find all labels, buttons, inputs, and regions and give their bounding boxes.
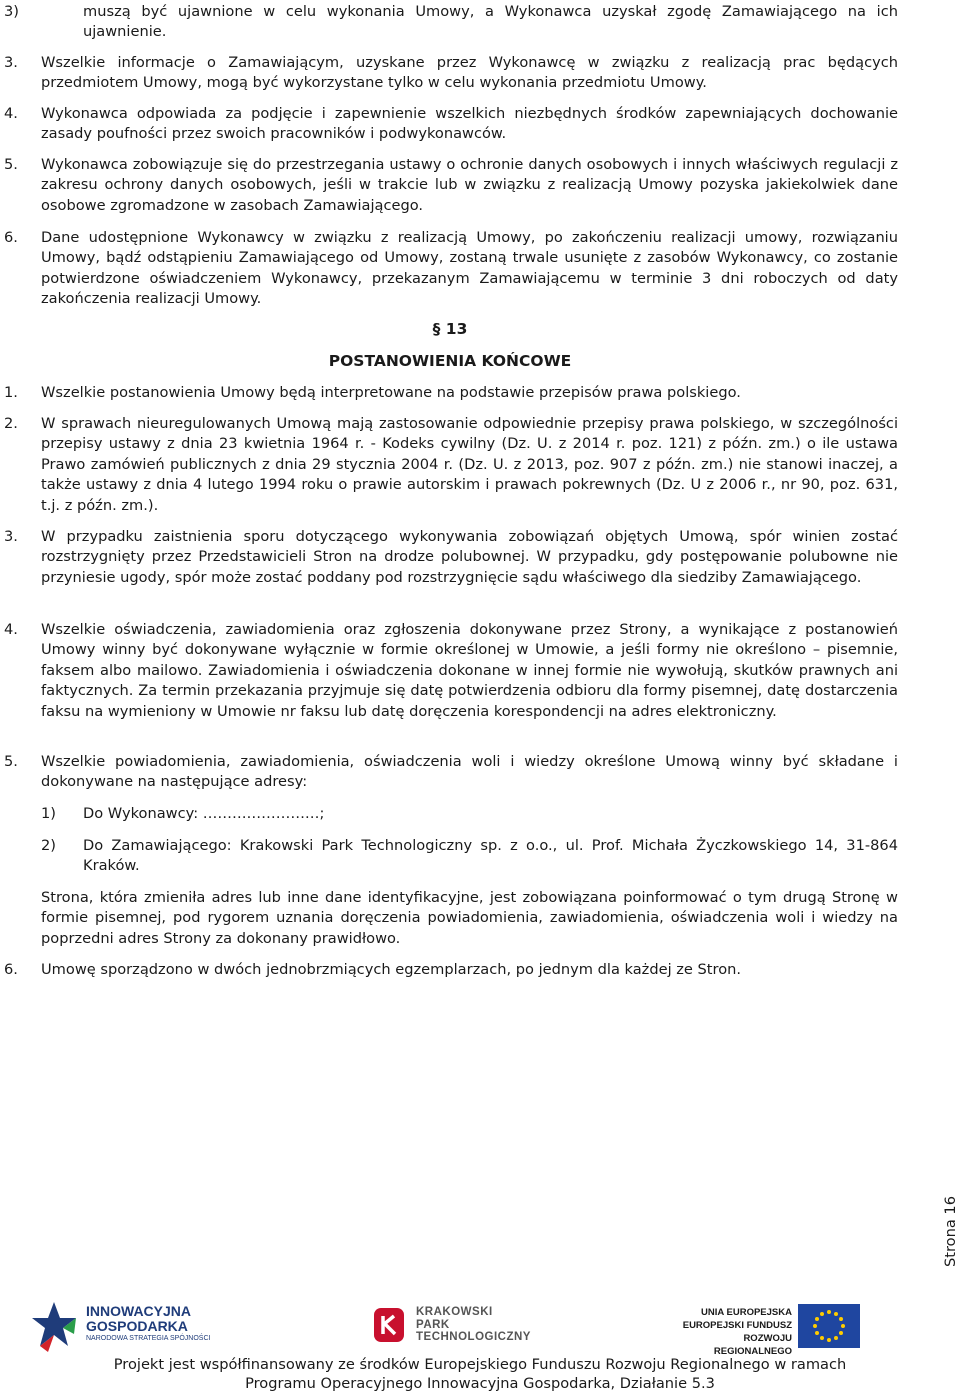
eu-flag-icon	[798, 1304, 860, 1348]
item-number: 2)	[41, 837, 56, 854]
ig-line1: INNOWACYJNA	[86, 1303, 192, 1319]
item-text: Dane udostępnione Wykonawcy w związku z realizacją Umowy, po zakończeniu realizacji umowy, rozwiązaniu Umowy, bądź odstąpieniu Zamawiającego od Umowy, zostaną trwale usunięte z zasobów Wykonawcy, co zostanie potwierdzone oświadczeniem Wykonawcy, przekazanym Zamawiającemu w terminie 3 dni roboczych od daty zakończenia realizacji Umowy.	[41, 229, 898, 308]
list-item	[4, 620, 898, 722]
item-text: Do Zamawiającego: Krakowski Park Technologiczny sp. z o.o., ul. Prof. Michała Życzkowskiego 14, 31-864 Kraków.	[83, 837, 898, 875]
item-number: 4.	[4, 621, 18, 638]
address-note	[4, 888, 898, 949]
item-number: 3.	[4, 528, 18, 545]
item-number: 5.	[4, 156, 18, 173]
kpt-k-icon	[372, 1306, 406, 1344]
footer-line2: Programu Operacyjnego Innowacyjna Gospodarka, Działanie 5.3	[245, 1375, 715, 1392]
list-item	[4, 228, 898, 310]
list-item	[4, 155, 898, 216]
footer-funding-text	[0, 1355, 960, 1393]
item-text: Umowę sporządzono w dwóch jednobrzmiących egzemplarzach, po jednym dla każdej ze Stron.	[41, 961, 742, 978]
list-item	[4, 53, 898, 94]
krakowski-park-technologiczny-logo	[372, 1306, 552, 1352]
star-emblem-icon	[30, 1300, 78, 1352]
kpt-line2: PARK	[416, 1318, 450, 1331]
item-text: Wykonawca zobowiązuje się do przestrzegania ustawy o ochronie danych osobowych i innych właściwych regulacji z zakresu ochrony danych osobowych, jeśli w trakcie lub w związku z realizacją Umowy pozyska jakiekolwiek dane osobowe zgromadzone w zasobach Zamawiającego.	[41, 156, 898, 214]
item-number: 6.	[4, 229, 18, 246]
item-number: 2.	[4, 415, 18, 432]
address-item	[41, 836, 898, 877]
list-item	[4, 383, 898, 403]
ig-line2: GOSPODARKA	[86, 1318, 188, 1334]
item-text: muszą być ujawnione w celu wykonania Umowy, a Wykonawca uzyskał zgodę Zamawiającego na ich ujawnienie.	[83, 3, 898, 41]
list-item	[4, 527, 898, 588]
kpt-line1: KRAKOWSKI	[416, 1306, 493, 1318]
list-item	[4, 414, 898, 516]
kpt-line3: TECHNOLOGICZNY	[416, 1331, 531, 1343]
ue-line3: ROZWOJU REGIONALNEGO	[713, 1333, 792, 1357]
page-number	[941, 1185, 960, 1275]
address-note-text: Strona, która zmieniła adres lub inne dane identyfikacyjne, jest zobowiązana poinformować o tym drugą Stronę w formie pisemnej, pod rygorem uznania doręczenia powiadomienia, zawiadomienia, oświadczenia woli i wiedzy na poprzedni adres Strony za dokonany prawidłowo.	[41, 889, 898, 947]
item-number: 5.	[4, 753, 18, 770]
list-item	[4, 104, 898, 145]
item-number: 1)	[41, 805, 56, 822]
section-title: POSTANOWIENIA KOŃCOWE	[328, 352, 572, 370]
ig-line3: NARODOWA STRATEGIA SPÓJNOŚCI	[86, 1335, 211, 1342]
item-number: 1.	[4, 384, 18, 401]
item-number: 3)	[4, 3, 19, 20]
list-item	[4, 2, 898, 43]
item-number: 6.	[4, 961, 18, 978]
item-text: Wszelkie powiadomienia, zawiadomienia, oświadczenia woli i wiedzy określone Umową winny być składane i dokonywane na następujące adresy:	[41, 753, 898, 791]
item-text: Do Wykonawcy: ……………………;	[83, 805, 325, 822]
item-text: W sprawach nieuregulowanych Umową mają zastosowanie odpowiednie przepisy prawa polskiego, w szczególności przepisy ustawy z dnia 23 kwietnia 1964 r. - Kodeks cywilny (Dz. U. z 2014 r. poz. 121) z późn. zm.) o ile ustawa Prawo zamówień publicznych z dnia 29 stycznia 2004 r. (Dz. U. z 2013, poz. 907 z późn. zm.) nie stanowi inaczej, a także ustawy z dnia 4 lutego 1994 roku o prawie autorskim i prawach pokrewnych (Dz. U z 2006 r., nr 90, poz. 631, t.j. z późn. zm.).	[41, 415, 898, 514]
page-number-label: Strona 16	[942, 1196, 959, 1267]
ue-line2: EUROPEJSKI FUNDUSZ	[682, 1320, 792, 1331]
item-number: 4.	[4, 105, 18, 122]
section-number: § 13	[432, 320, 468, 338]
address-item	[41, 804, 898, 824]
item-text: Wszelkie postanowienia Umowy będą interpretowane na podstawie przepisów prawa polskiego.	[41, 384, 741, 401]
item-text: Wykonawca odpowiada za podjęcie i zapewnienie wszelkich niezbędnych środków zapewniających dochowanie zasady poufności przez swoich pracowników i podwykonawców.	[41, 105, 898, 143]
list-item	[4, 752, 898, 793]
list-item	[4, 960, 898, 980]
item-number: 3.	[4, 54, 18, 71]
eu-erdf-logo	[680, 1304, 880, 1357]
footer-line1: Projekt jest współfinansowany ze środków Europejskiego Funduszu Rozwoju Regionalnego w ramach	[113, 1356, 847, 1373]
footer-logos	[0, 1298, 960, 1357]
item-text: W przypadku zaistnienia sporu dotyczącego wykonywania zobowiązań objętych Umową, spór winien zostać rozstrzygnięty przez Przedstawicieli Stron na drodze polubownej. W przypadku, gdy postępowanie polubowne nie przyniesie ugody, spór może zostać poddany pod rozstrzygnięcie sądu właściwego dla siedziby Zamawiającego.	[41, 528, 898, 586]
item-text: Wszelkie informacje o Zamawiającym, uzyskane przez Wykonawcę w związku z realizacją prac będących przedmiotem Umowy, mogą być wykorzystane tylko w celu wykonania przedmiotu Umowy.	[41, 54, 898, 92]
item-text: Wszelkie oświadczenia, zawiadomienia oraz zgłoszenia dokonywane przez Strony, a wynikające z postanowień Umowy winny być dokonywane wyłącznie w formie określonej w Umowie, a jeśli formy nie określono – pisemnie, faksem albo mailowo. Zawiadomienia i oświadczenia dokonane w innej formie nie wywołują, skutków prawnych ani faktycznych. Za termin przekazania przyjmuje się datę potwierdzenia odbioru dla formy pisemnej, datę dostarczenia faksu na wymieniony w Umowie nr faksu lub datę doręczenia korespondencji na adres elektroniczny.	[41, 621, 898, 720]
ue-line1: UNIA EUROPEJSKA	[701, 1307, 792, 1318]
innowacyjna-gospodarka-logo	[30, 1300, 220, 1352]
